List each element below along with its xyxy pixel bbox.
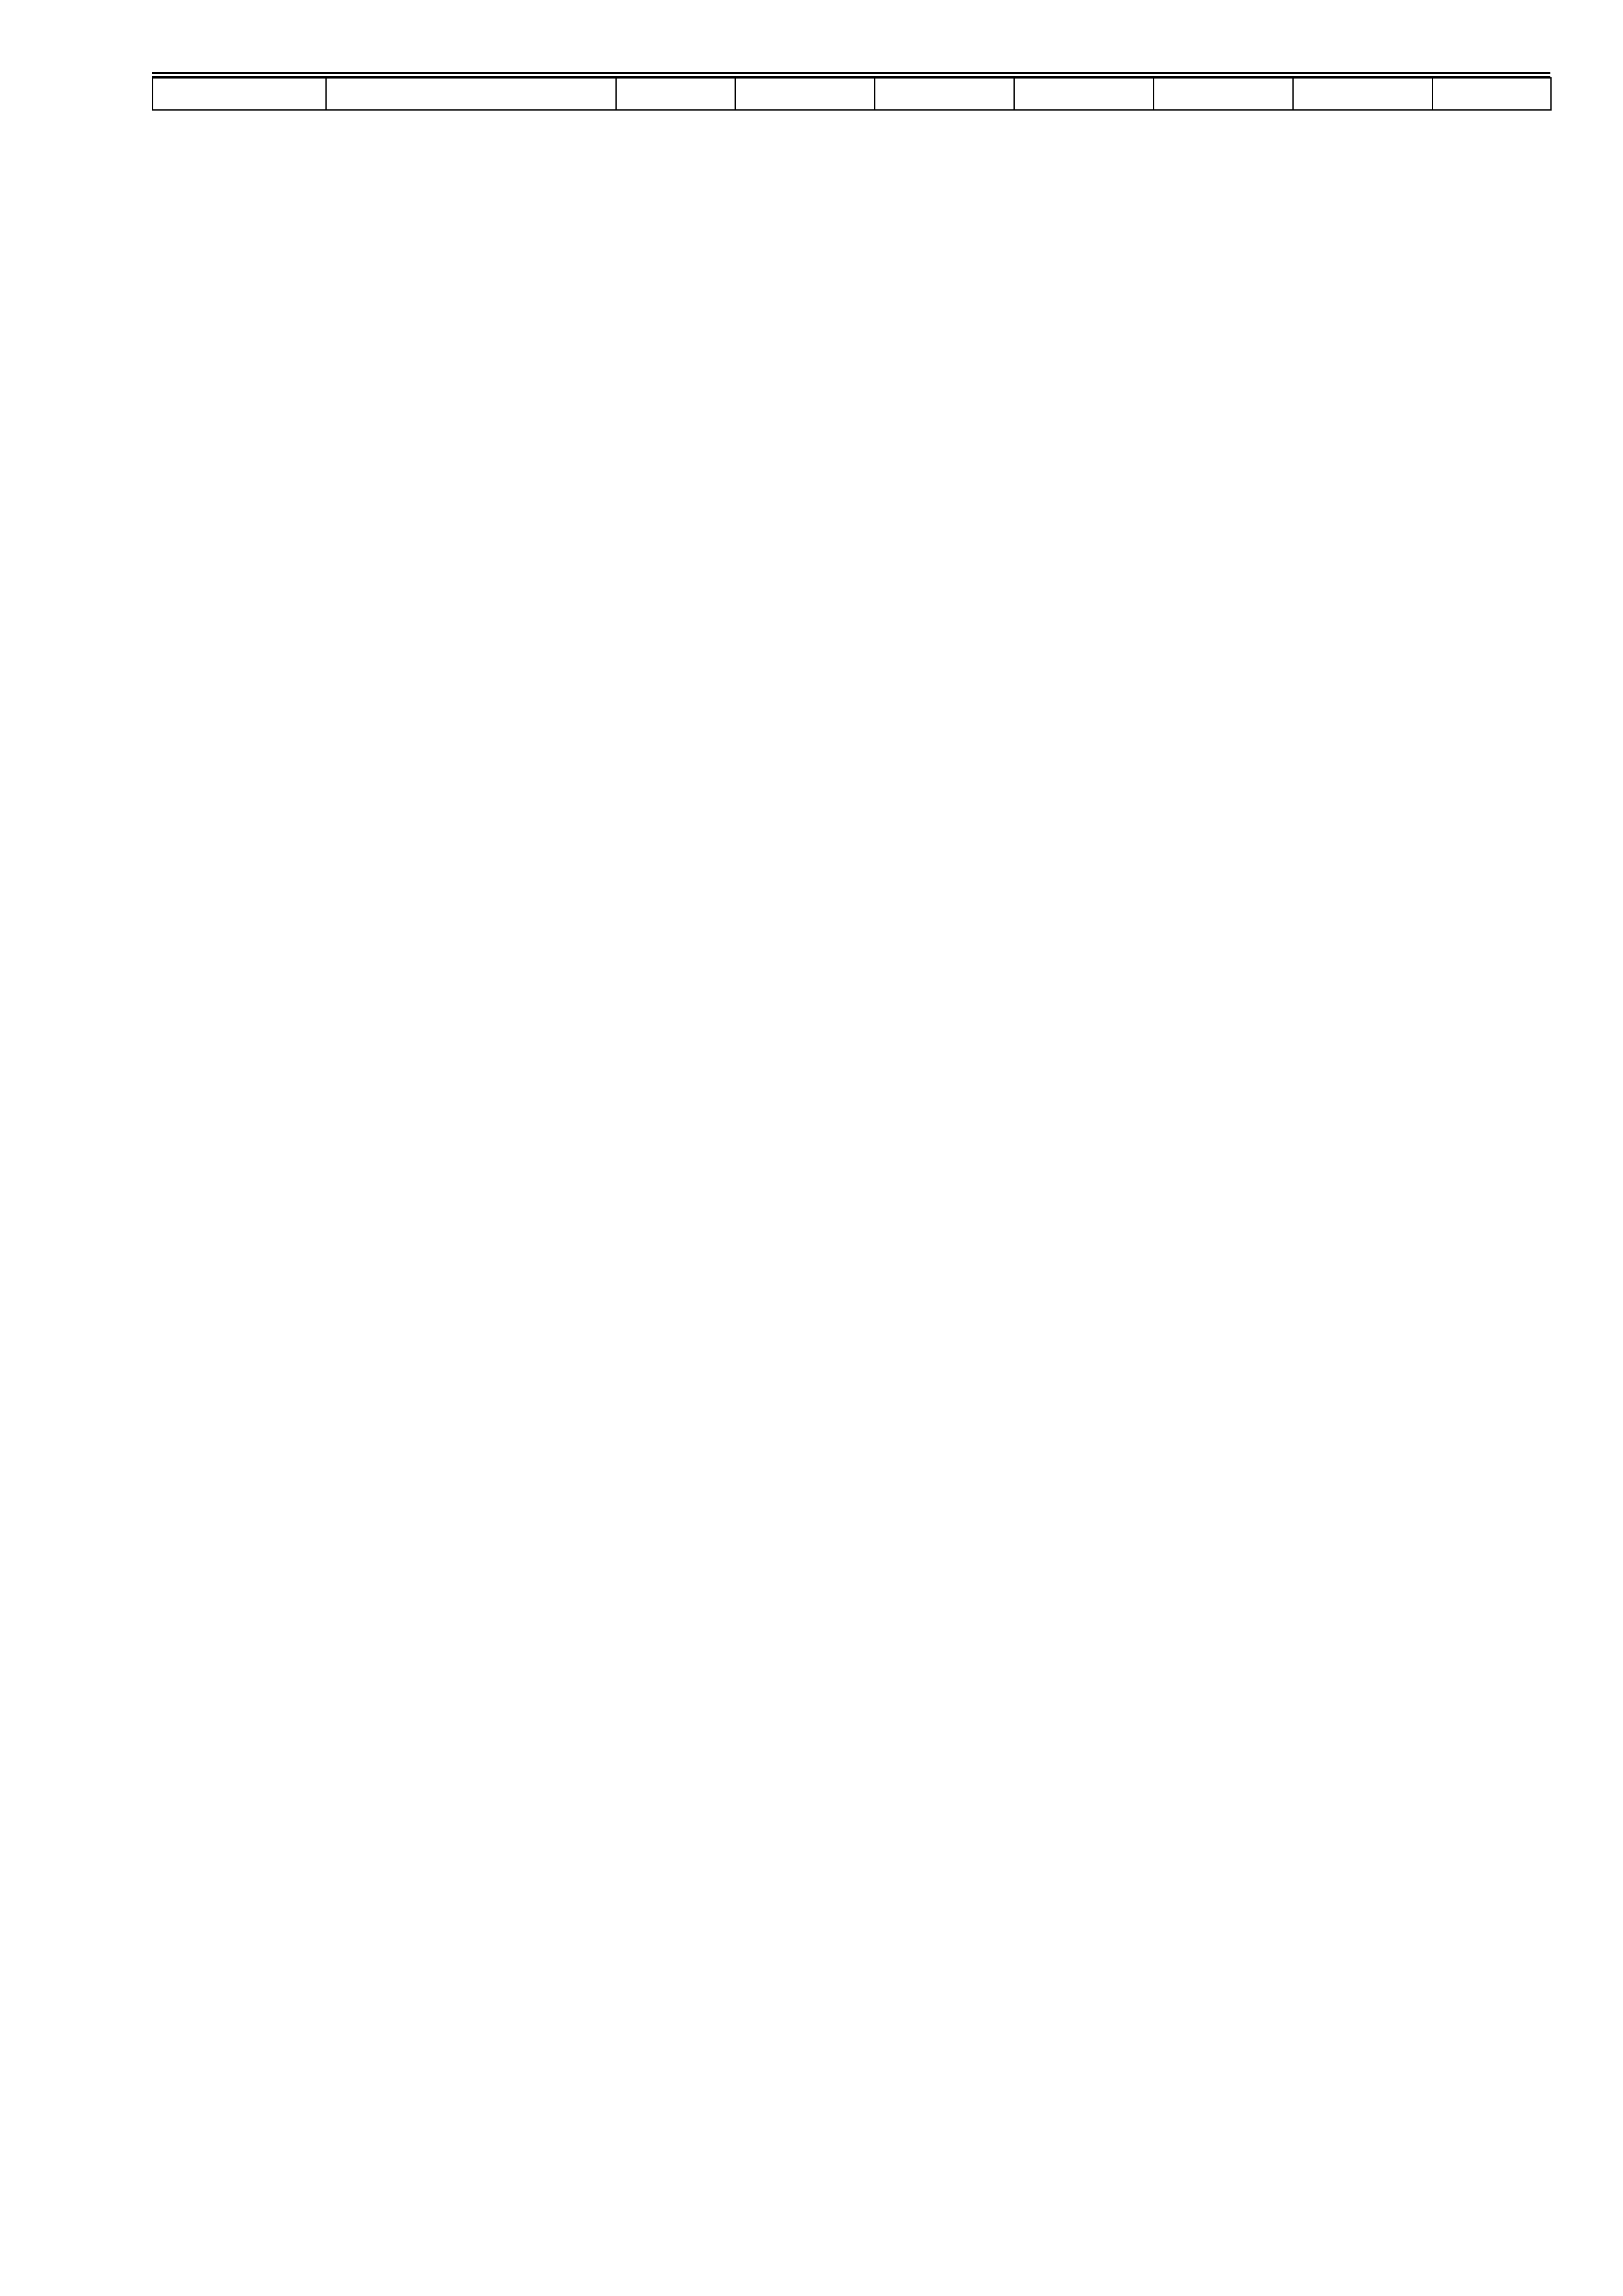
column-number [616, 78, 735, 110]
rates-sheet [152, 77, 1550, 111]
column-number [153, 78, 326, 110]
column-number [875, 78, 1014, 110]
column-number [1293, 78, 1432, 110]
column-number [1154, 78, 1293, 110]
column-number [735, 78, 875, 110]
column-number [326, 78, 616, 110]
page-header [152, 38, 1550, 69]
header-rule [152, 72, 1550, 74]
column-number [1432, 78, 1551, 110]
column-number-row [153, 78, 1551, 110]
rates-table [152, 77, 1552, 111]
column-number [1014, 78, 1154, 110]
